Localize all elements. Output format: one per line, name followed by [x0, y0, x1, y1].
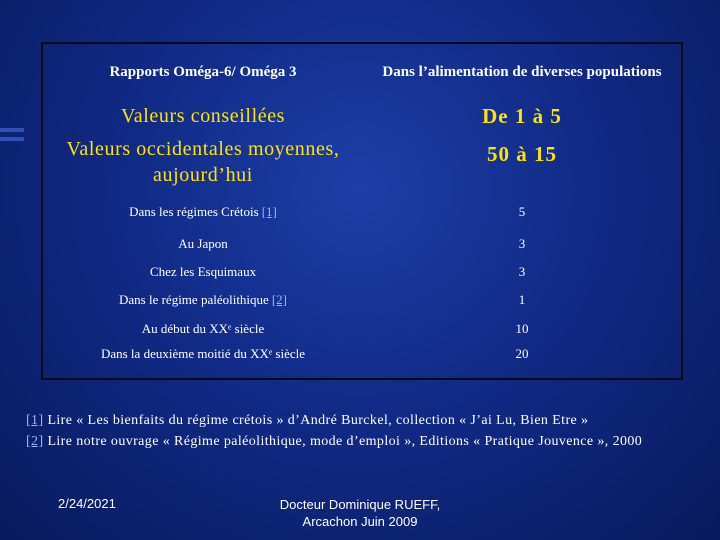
recommended-row	[43, 98, 681, 134]
row-label: Chez les Esquimaux	[149, 264, 257, 279]
footnote-text-1: Lire « Les bienfaits du régime crétois » d’André Burckel, collection « J’ai Lu, Bien Etre »	[47, 413, 589, 428]
decoration-bar	[0, 137, 24, 141]
footnote-1	[26, 410, 686, 431]
row-label: Dans le régime paléolithique	[119, 292, 269, 307]
slide-date: 2/24/2021	[58, 496, 116, 511]
footnote-2	[26, 431, 686, 452]
western-label: Valeurs occidentales moyennes, aujourd’hui	[66, 138, 340, 186]
footnote-link-2[interactable]: [2]	[271, 292, 287, 307]
decoration-bar	[0, 128, 24, 132]
recommended-value: De 1 à 5	[482, 103, 562, 128]
table-row	[43, 341, 681, 367]
table-row	[43, 287, 681, 313]
header-ratio: Rapports Oméga-6/ Oméga 3	[109, 63, 297, 80]
author-line-1: Docteur Dominique RUEFF,	[279, 497, 441, 512]
footnote-text-2: Lire notre ouvrage « Régime paléolithique, mode d’emploi », Editions « Pratique Jouvence », 2000	[47, 434, 643, 449]
omega-ratio-table	[41, 42, 683, 380]
table-row	[43, 231, 681, 257]
footnote-ref-1[interactable]: [1]	[26, 413, 44, 428]
row-label: Au début du XXᵉ siècle	[141, 321, 265, 336]
recommended-label: Valeurs conseillées	[120, 105, 286, 127]
western-row	[43, 136, 681, 198]
row-value: 20	[515, 346, 529, 361]
western-value: 50 à 15	[487, 141, 557, 166]
footnotes	[26, 410, 686, 452]
table-header-row	[43, 46, 681, 98]
row-value: 10	[515, 321, 529, 336]
row-label: Dans la deuxième moitié du XXᵉ siècle	[100, 346, 306, 361]
table-row	[43, 316, 681, 342]
row-value: 1	[518, 292, 526, 307]
footnote-link-1[interactable]: [1]	[261, 204, 277, 219]
row-value: 5	[518, 204, 526, 219]
slide-author	[250, 496, 470, 530]
table-row	[43, 259, 681, 285]
author-line-2: Arcachon Juin 2009	[302, 514, 418, 529]
row-value: 3	[518, 236, 526, 251]
row-value: 3	[518, 264, 526, 279]
header-populations: Dans l’alimentation de diverses populations	[382, 63, 662, 80]
footnote-ref-2[interactable]: [2]	[26, 434, 44, 449]
row-label: Dans les régimes Crétois	[129, 204, 259, 219]
table-row	[43, 199, 681, 225]
row-label: Au Japon	[178, 236, 228, 251]
